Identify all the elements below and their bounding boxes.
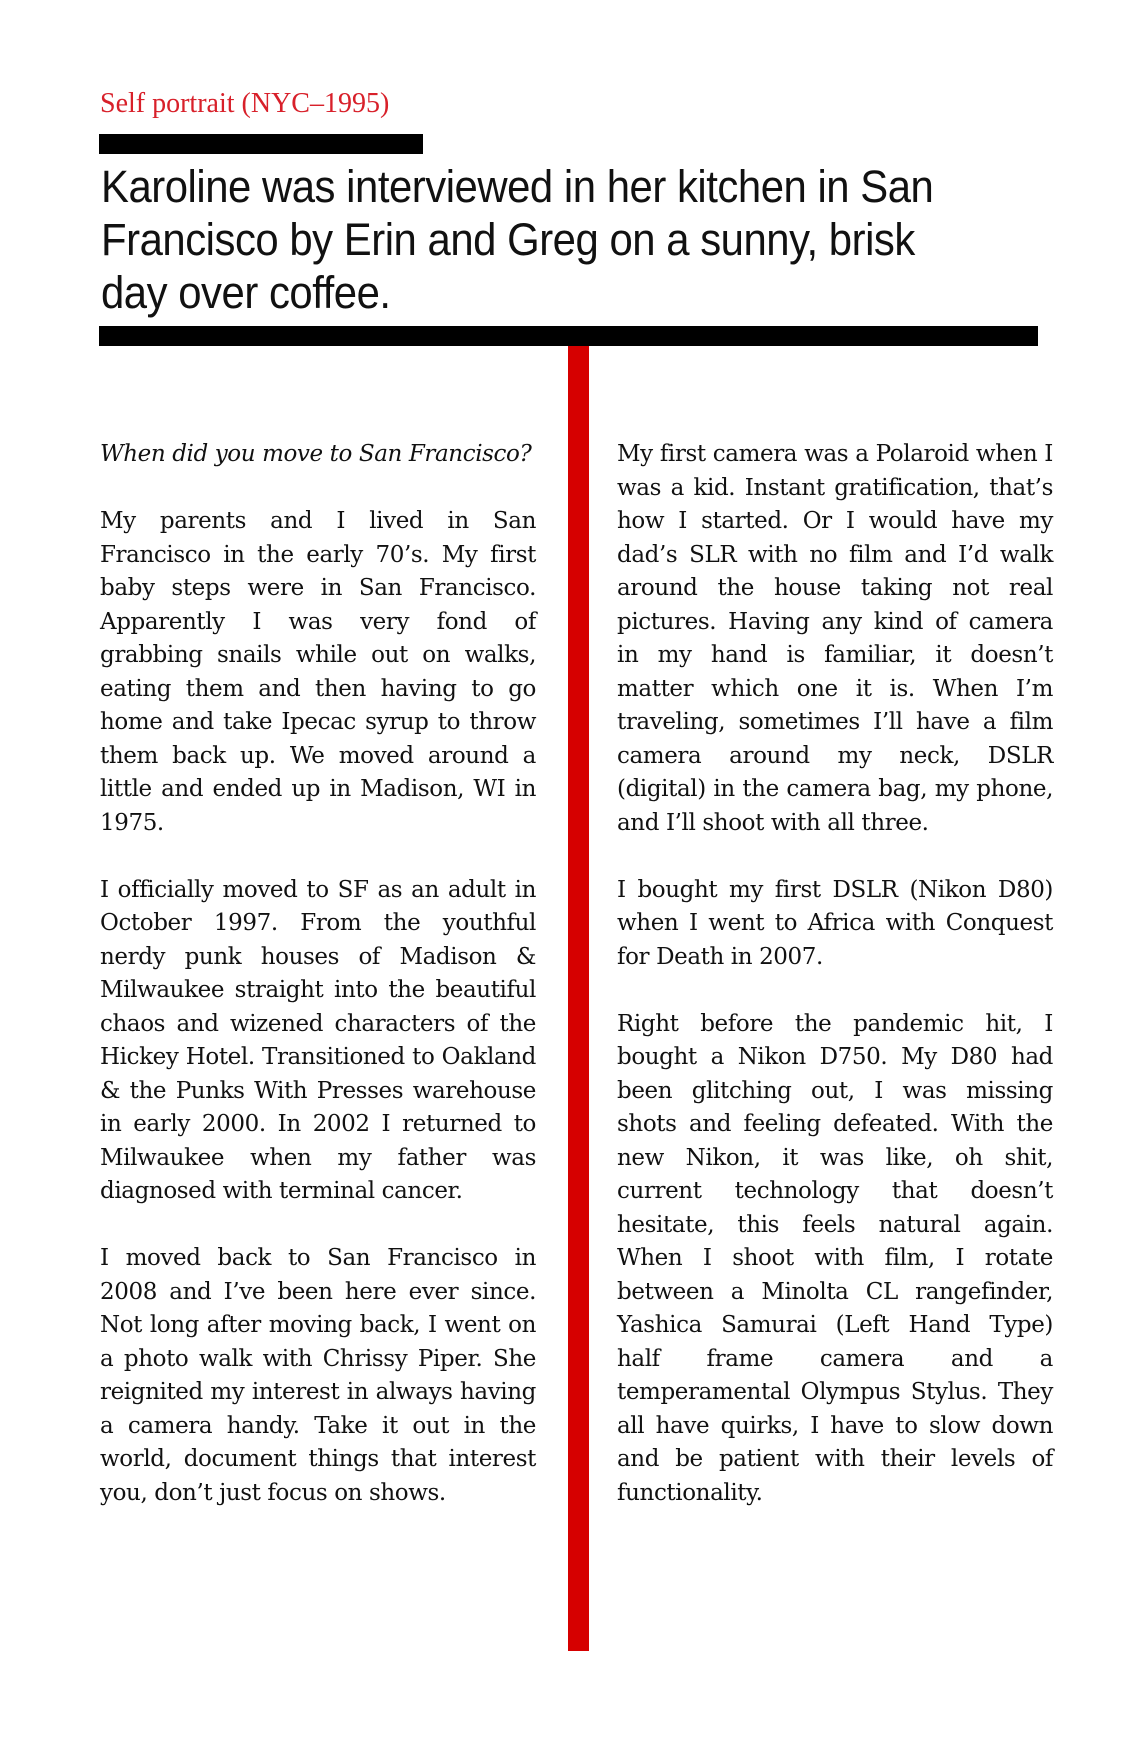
answer-paragraph: Right before the pandemic hit, I bought a Nikon D750. My D80 had been glitching out, I was missing shots and feeling defeated. With the new Nikon, it was like, oh shit, current technology that doesn’t hesitate, this feels natural again. When I shoot with film, I rotate between a Minolta CL rangefinder, Yashica Samurai (Left Hand Type) half frame camera and a temperamental Olympus Stylus. They all have quirks, I have to slow down and be patient with their levels of functionality. bbox=[617, 1010, 1053, 1506]
headline: Karoline was interviewed in her kitchen in San Francisco by Erin and Greg on a sunny, brisk day over coffee. bbox=[101, 161, 934, 318]
wide-black-rule bbox=[99, 326, 1038, 346]
photo-caption: Self portrait (NYC–1995) bbox=[100, 88, 390, 119]
left-column bbox=[100, 438, 536, 1544]
answer-paragraph: My parents and I lived in San Francisco in the early 70’s. My first baby steps were in San Francisco. Apparently I was very fond of grabbing snails while out on walks, eating them and then having to go home and take Ipecac syrup to throw them back up. We moved around a little and ended up in Madison, WI in 1975. bbox=[100, 508, 536, 836]
answer-paragraph: My first camera was a Polaroid when I was a kid. Instant gratification, that’s how I started. Or I would have my dad’s SLR with no film and I’d walk around the house taking not real pictures. Having any kind of camera in my hand is familiar, it doesn’t matter which one it is. When I’m traveling, sometimes I’ll have a film camera around my neck, DSLR (digital) in the camera bag, my phone, and I’ll shoot with all three. bbox=[617, 441, 1053, 836]
right-column bbox=[617, 438, 1053, 1544]
column-divider-red bbox=[568, 346, 589, 1651]
short-black-rule bbox=[99, 134, 423, 154]
interview-question: When did you move to San Francisco? bbox=[100, 441, 532, 467]
answer-paragraph: I bought my first DSLR (Nikon D80) when I went to Africa with Conquest for Death in 2007. bbox=[617, 876, 1053, 970]
answer-paragraph: I moved back to San Francisco in 2008 and I’ve been here ever since. Not long after moving back, I went on a photo walk with Chrissy Piper. She reignited my interest in always having a camera handy. Take it out in the world, document things that interest you, don’t just focus on shows. bbox=[100, 1245, 536, 1506]
answer-paragraph: I officially moved to SF as an adult in October 1997. From the youthful nerdy punk houses of Madison & Milwaukee straight into the beautiful chaos and wizened characters of the Hickey Hotel. Transitioned to Oakland & the Punks With Presses warehouse in early 2000. In 2002 I returned to Milwaukee when my father was diagnosed with terminal cancer. bbox=[100, 876, 536, 1204]
